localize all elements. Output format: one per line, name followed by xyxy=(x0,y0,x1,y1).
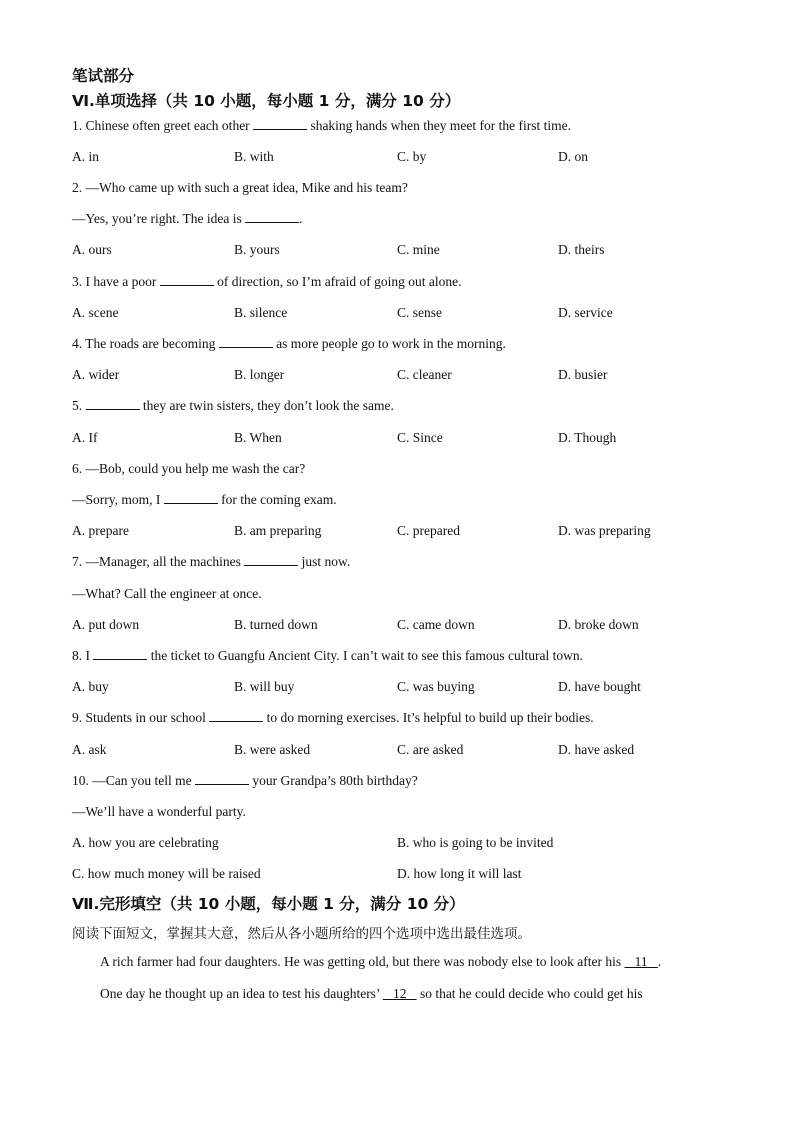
option-b[interactable]: B. longer xyxy=(234,367,285,382)
option-a[interactable]: A. how you are celebrating xyxy=(72,835,219,850)
option-b[interactable]: B. will buy xyxy=(234,679,295,694)
option-c[interactable]: C. mine xyxy=(397,242,440,257)
option-a[interactable]: A. wider xyxy=(72,367,120,382)
option-a[interactable]: A. scene xyxy=(72,305,119,320)
option-a[interactable]: A. put down xyxy=(72,617,140,632)
option-a[interactable]: A. If xyxy=(72,430,98,445)
passage-line-1: A rich farmer had four daughters. He was getting old, but there was nobody else to look after his 11 . xyxy=(100,954,662,969)
option-a[interactable]: A. ask xyxy=(72,742,107,757)
question-10-reply: —We’ll have a wonderful party. xyxy=(72,804,246,819)
question-6-stem: 6. —Bob, could you help me wash the car? xyxy=(72,461,306,476)
answer-blank xyxy=(160,274,214,286)
option-c[interactable]: C. Since xyxy=(397,430,443,445)
section6-title: Ⅵ.单项选择（共 10 小题，每小题 1 分，满分 10 分） xyxy=(72,92,461,110)
option-d[interactable]: D. was preparing xyxy=(558,523,651,538)
passage-line-2: One day he thought up an idea to test his daughters’ 12 so that he could decide who could get his xyxy=(100,986,643,1001)
option-a[interactable]: A. buy xyxy=(72,679,109,694)
option-b[interactable]: B. am preparing xyxy=(234,523,322,538)
cloze-blank-12: 12 xyxy=(392,986,407,1001)
answer-blank xyxy=(245,211,299,223)
option-c[interactable]: C. was buying xyxy=(397,679,475,694)
option-b[interactable]: B. were asked xyxy=(234,742,311,757)
question-9-stem: 9. Students in our school to do morning exercises. It’s helpful to build up their bodies. xyxy=(72,710,594,725)
option-a[interactable]: A. ours xyxy=(72,242,112,257)
answer-blank xyxy=(209,710,263,722)
question-1-stem: 1. Chinese often greet each other shaking hands when they meet for the first time. xyxy=(72,118,571,133)
question-7-stem: 7. —Manager, all the machines just now. xyxy=(72,554,351,569)
answer-blank xyxy=(195,773,249,785)
option-a[interactable]: A. in xyxy=(72,149,99,164)
section7-instruction: 阅读下面短文，掌握其大意，然后从各小题所给的四个选项中选出最佳选项。 xyxy=(72,926,531,942)
option-c[interactable]: C. came down xyxy=(397,617,475,632)
cloze-blank-11: 11 xyxy=(634,954,648,969)
option-b[interactable]: B. When xyxy=(234,430,282,445)
option-d[interactable]: D. on xyxy=(558,149,588,164)
option-a[interactable]: A. prepare xyxy=(72,523,129,538)
answer-blank xyxy=(253,118,307,130)
question-2-stem: 2. —Who came up with such a great idea, Mike and his team? xyxy=(72,180,408,195)
answer-blank xyxy=(164,492,218,504)
question-8-stem: 8. I the ticket to Guangfu Ancient City. I can’t wait to see this famous cultural town. xyxy=(72,648,584,663)
option-d[interactable]: D. theirs xyxy=(558,242,605,257)
option-c[interactable]: C. cleaner xyxy=(397,367,452,382)
part-heading: 笔试部分 xyxy=(72,67,135,85)
option-c[interactable]: C. sense xyxy=(397,305,442,320)
option-c[interactable]: C. how much money will be raised xyxy=(72,866,261,881)
answer-blank xyxy=(93,648,147,660)
option-d[interactable]: D. service xyxy=(558,305,613,320)
answer-blank xyxy=(86,398,140,410)
answer-blank xyxy=(219,336,273,348)
question-5-stem: 5. they are twin sisters, they don’t look the same. xyxy=(72,398,394,413)
question-3-stem: 3. I have a poor of direction, so I’m afraid of going out alone. xyxy=(72,274,462,289)
question-2-reply: —Yes, you’re right. The idea is . xyxy=(72,211,303,226)
option-b[interactable]: B. with xyxy=(234,149,274,164)
option-d[interactable]: D. broke down xyxy=(558,617,639,632)
question-7-reply: —What? Call the engineer at once. xyxy=(72,586,262,601)
option-d[interactable]: D. busier xyxy=(558,367,608,382)
option-c[interactable]: C. by xyxy=(397,149,427,164)
option-b[interactable]: B. silence xyxy=(234,305,288,320)
question-4-stem: 4. The roads are becoming as more people go to work in the morning. xyxy=(72,336,506,351)
option-d[interactable]: D. how long it will last xyxy=(397,866,522,881)
option-d[interactable]: D. have asked xyxy=(558,742,635,757)
option-d[interactable]: D. Though xyxy=(558,430,617,445)
option-b[interactable]: B. who is going to be invited xyxy=(397,835,554,850)
option-b[interactable]: B. yours xyxy=(234,242,280,257)
option-c[interactable]: C. prepared xyxy=(397,523,460,538)
question-10-stem: 10. —Can you tell me your Grandpa’s 80th birthday? xyxy=(72,773,418,788)
answer-blank xyxy=(244,554,298,566)
option-d[interactable]: D. have bought xyxy=(558,679,641,694)
option-c[interactable]: C. are asked xyxy=(397,742,464,757)
question-6-reply: —Sorry, mom, I for the coming exam. xyxy=(72,492,337,507)
option-b[interactable]: B. turned down xyxy=(234,617,318,632)
section7-title: Ⅶ.完形填空（共 10 小题，每小题 1 分，满分 10 分） xyxy=(72,895,465,913)
